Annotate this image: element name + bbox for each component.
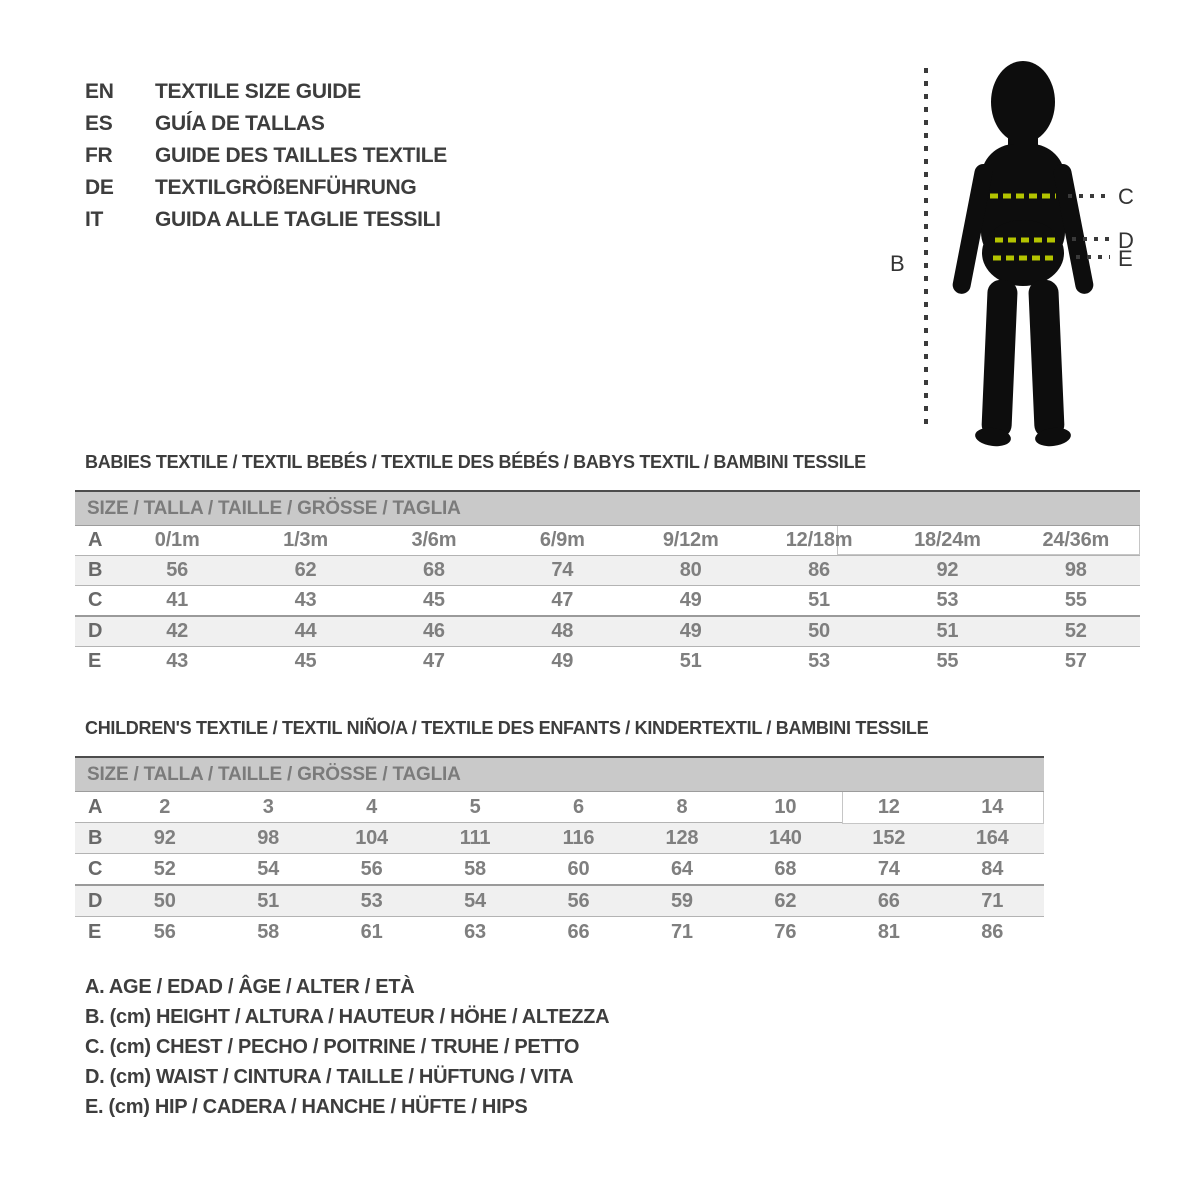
legend-item: B. (cm) HEIGHT / ALTURA / HAUTEUR / HÖHE / ALTEZZA xyxy=(85,1006,610,1028)
table-cell: 43 xyxy=(166,650,189,672)
table-cell: 0/1m xyxy=(154,529,200,551)
table-cell: 56 xyxy=(360,857,383,880)
children-section-title: CHILDREN'S TEXTILE / TEXTIL NIÑO/A / TEXTILE DES ENFANTS / KINDERTEXTIL / BAMBINI TESSILE xyxy=(85,718,929,738)
babies-table-header-label: SIZE / TALLA / TAILLE / GRÖSSE / TAGLIA xyxy=(87,497,461,519)
table-cell: 98 xyxy=(1064,559,1087,581)
table-cell: 116 xyxy=(562,826,595,849)
table-cell: 76 xyxy=(774,920,797,943)
table-cell: 55 xyxy=(1064,589,1087,611)
language-label: GUIDA ALLE TAGLIE TESSILI xyxy=(155,208,441,231)
measurement-legend xyxy=(85,976,609,1126)
row-label: B xyxy=(88,559,103,581)
hip-label: E xyxy=(1118,246,1133,271)
table-cell: 104 xyxy=(355,826,388,849)
row-label: C xyxy=(88,857,103,880)
table-cell: 47 xyxy=(423,650,445,672)
table-cell: 54 xyxy=(464,889,486,912)
table-cell: 56 xyxy=(567,889,590,912)
row-label: D xyxy=(88,620,103,642)
row-label: E xyxy=(88,650,102,672)
table-row xyxy=(75,854,1044,886)
table-cell: 6/9m xyxy=(539,529,585,551)
legend-item: C. (cm) CHEST / PECHO / POITRINE / TRUHE / PETTO xyxy=(85,1036,580,1058)
children-size-table xyxy=(75,756,1044,947)
table-cell: 42 xyxy=(166,620,189,642)
table-cell: 49 xyxy=(551,650,574,672)
table-cell: 86 xyxy=(808,559,830,581)
table-cell: 47 xyxy=(551,589,574,611)
table-cell: 64 xyxy=(670,857,693,880)
table-cell: 9/12m xyxy=(662,529,719,551)
table-cell: 45 xyxy=(294,650,317,672)
legend-item: D. (cm) WAIST / CINTURA / TAILLE / HÜFTUNG / VITA xyxy=(85,1066,574,1088)
children-table-header-label: SIZE / TALLA / TAILLE / GRÖSSE / TAGLIA xyxy=(87,763,461,785)
table-cell: 10 xyxy=(774,795,797,818)
table-cell: 61 xyxy=(360,920,383,943)
table-cell: 51 xyxy=(808,589,830,611)
language-label: TEXTILE SIZE GUIDE xyxy=(155,80,361,103)
table-cell: 62 xyxy=(774,889,797,912)
table-cell: 66 xyxy=(567,920,590,943)
legend-item: A. AGE / EDAD / ÂGE / ALTER / ETÀ xyxy=(85,976,415,998)
language-label: TEXTILGRÖßENFÜHRUNG xyxy=(155,176,417,199)
table-cell: 53 xyxy=(808,650,830,672)
table-cell: 51 xyxy=(936,620,959,642)
table-cell: 53 xyxy=(936,589,959,611)
table-cell: 24/36m xyxy=(1042,529,1110,551)
legend-item: E. (cm) HIP / CADERA / HANCHE / HÜFTE / HIPS xyxy=(85,1096,528,1118)
table-cell: 86 xyxy=(981,920,1004,943)
table-cell: 71 xyxy=(670,920,693,943)
table-cell: 8 xyxy=(676,795,688,818)
chest-label: C xyxy=(1118,184,1134,209)
language-label: GUIDE DES TAILLES TEXTILE xyxy=(155,144,447,167)
table-cell: 6 xyxy=(573,795,584,818)
language-code: EN xyxy=(85,80,114,103)
language-code: FR xyxy=(85,144,113,167)
table-cell: 12/18m xyxy=(785,529,853,551)
table-cell: 111 xyxy=(459,826,491,849)
row-label: A xyxy=(88,529,103,551)
table-cell: 53 xyxy=(360,889,383,912)
table-cell: 43 xyxy=(294,589,317,611)
language-code: DE xyxy=(85,176,114,199)
table-cell: 63 xyxy=(464,920,486,943)
language-row xyxy=(85,76,447,108)
babies-size-table xyxy=(75,490,1140,676)
table-row xyxy=(75,917,1044,947)
table-cell: 5 xyxy=(469,795,481,818)
table-cell: 56 xyxy=(166,559,189,581)
table-cell: 164 xyxy=(975,826,1009,849)
language-row xyxy=(85,108,447,140)
table-cell: 56 xyxy=(153,920,176,943)
table-cell: 57 xyxy=(1064,650,1087,672)
table-cell: 81 xyxy=(877,920,900,943)
table-cell: 128 xyxy=(665,826,699,849)
table-cell: 59 xyxy=(670,889,693,912)
table-cell: 1/3m xyxy=(283,529,328,551)
table-cell: 44 xyxy=(294,620,317,642)
table-row xyxy=(75,586,1140,617)
table-cell: 62 xyxy=(294,559,317,581)
table-cell: 140 xyxy=(768,826,802,849)
table-cell: 84 xyxy=(981,857,1004,880)
table-cell: 71 xyxy=(981,889,1004,912)
language-list xyxy=(85,76,447,236)
table-row xyxy=(75,526,1140,556)
table-cell: 74 xyxy=(551,559,574,581)
row-label: A xyxy=(88,795,103,818)
table-cell: 12 xyxy=(877,795,900,818)
table-cell: 68 xyxy=(774,857,797,880)
row-label: C xyxy=(88,589,103,611)
table-row xyxy=(75,617,1140,647)
table-cell: 45 xyxy=(423,589,445,611)
row-label: E xyxy=(88,920,102,943)
table-cell: 51 xyxy=(679,650,702,672)
child-measurement-figure xyxy=(860,40,1200,460)
table-cell: 52 xyxy=(1064,620,1087,642)
table-cell: 3/6m xyxy=(411,529,457,551)
table-cell: 152 xyxy=(872,826,906,849)
language-row xyxy=(85,204,447,236)
table-cell: 98 xyxy=(257,826,280,849)
child-silhouette-icon xyxy=(951,61,1095,448)
table-row xyxy=(75,886,1044,917)
table-cell: 51 xyxy=(257,889,280,912)
waist-label: D xyxy=(1118,228,1134,253)
table-row xyxy=(75,792,1044,823)
table-cell: 48 xyxy=(551,620,574,642)
table-cell: 50 xyxy=(808,620,830,642)
table-row xyxy=(75,647,1140,676)
children-table-header-bar xyxy=(75,758,1044,792)
table-cell: 66 xyxy=(877,889,900,912)
table-cell: 92 xyxy=(936,559,959,581)
language-row xyxy=(85,172,447,204)
table-cell: 49 xyxy=(679,620,702,642)
table-cell: 74 xyxy=(877,857,900,880)
table-cell: 4 xyxy=(366,795,378,818)
table-cell: 60 xyxy=(567,857,590,880)
row-label: B xyxy=(88,826,103,849)
language-label: GUÍA DE TALLAS xyxy=(155,112,325,135)
language-row xyxy=(85,140,447,172)
table-cell: 49 xyxy=(679,589,702,611)
table-cell: 3 xyxy=(262,795,274,818)
table-cell: 50 xyxy=(153,889,176,912)
table-cell: 14 xyxy=(981,795,1004,818)
table-cell: 68 xyxy=(423,559,445,581)
table-cell: 92 xyxy=(153,826,176,849)
table-cell: 52 xyxy=(153,857,176,880)
table-cell: 58 xyxy=(464,857,486,880)
table-cell: 80 xyxy=(679,559,702,581)
table-cell: 18/24m xyxy=(914,529,981,551)
babies-section-title: BABIES TEXTILE / TEXTIL BEBÉS / TEXTILE DES BÉBÉS / BABYS TEXTIL / BAMBINI TESSILE xyxy=(85,452,866,472)
table-cell: 58 xyxy=(257,920,280,943)
table-row xyxy=(75,823,1044,854)
table-cell: 2 xyxy=(159,795,171,818)
table-row xyxy=(75,556,1140,586)
table-cell: 54 xyxy=(257,857,280,880)
babies-table-header-bar xyxy=(75,492,1140,526)
height-label: B xyxy=(890,251,905,276)
row-label: D xyxy=(88,889,103,912)
language-code: ES xyxy=(85,112,113,135)
table-cell: 46 xyxy=(423,620,445,642)
table-cell: 41 xyxy=(166,589,189,611)
table-cell: 55 xyxy=(936,650,959,672)
language-code: IT xyxy=(85,208,104,231)
